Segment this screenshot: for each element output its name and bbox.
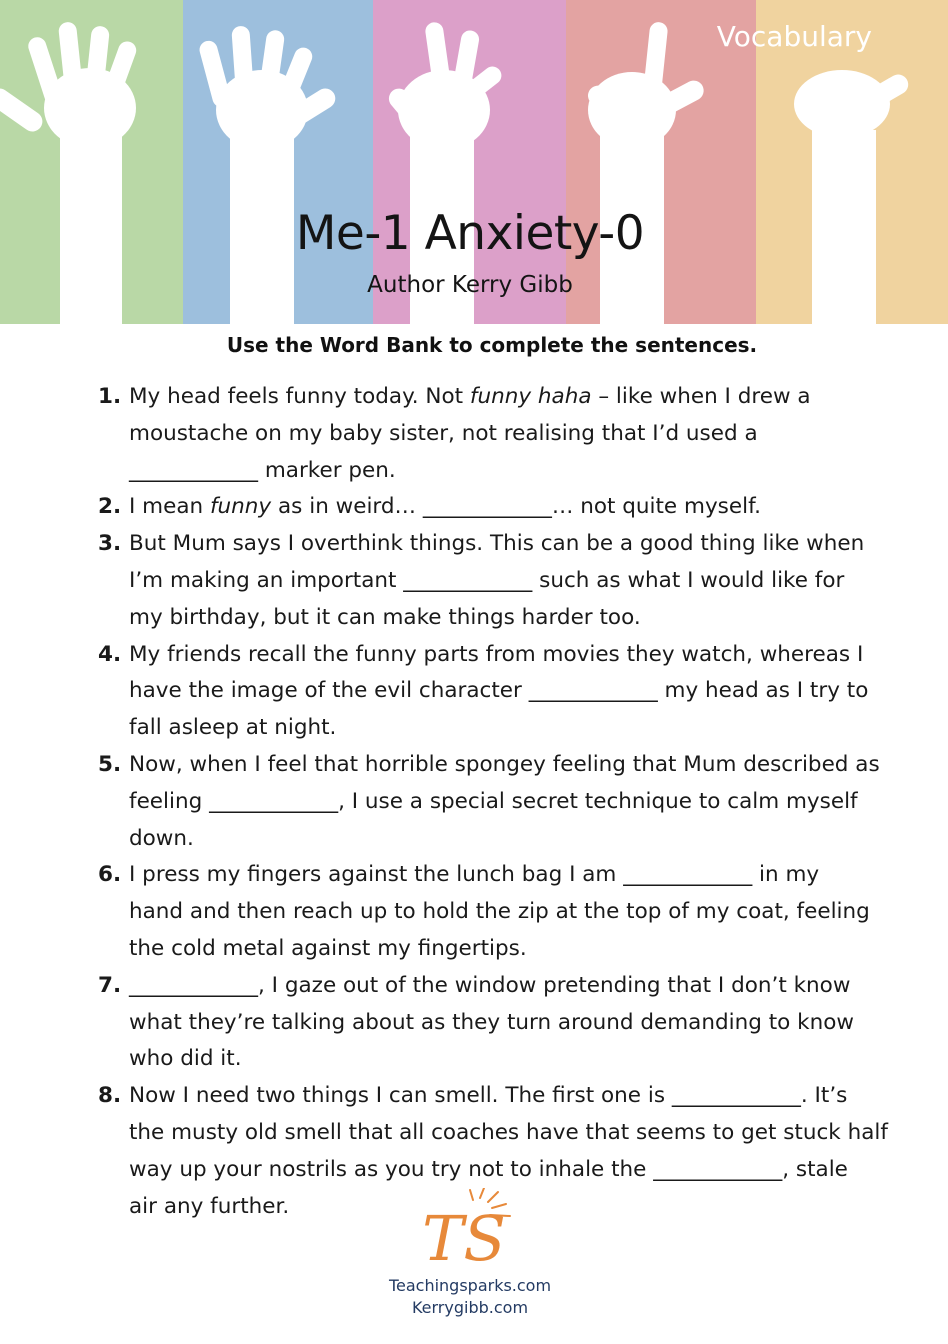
text-segment: my birthday, but it can make things harder too.	[129, 604, 641, 630]
logo-text: TS	[422, 1202, 506, 1270]
sentence-item	[98, 489, 888, 526]
text-segment: the musty old smell that all coaches have that seems to get stuck half	[129, 1119, 888, 1145]
text-segment: My head feels funny today. Not	[129, 384, 470, 409]
sentence-text	[129, 968, 888, 1078]
text-segment: ____________ marker pen.	[129, 457, 396, 483]
sentence-text	[129, 747, 888, 857]
text-segment: as in weird… ____________… not quite myself.	[271, 494, 761, 520]
text-segment: who did it.	[129, 1046, 242, 1072]
sentence-item	[98, 526, 888, 636]
footer-website-1[interactable]: Teachingsparks.com	[388, 1276, 552, 1295]
text-segment: Now I need two things I can smell. The first one is ____________. It’s	[129, 1083, 848, 1109]
teachingsparks-logo-icon	[418, 1188, 518, 1270]
text-segment: fall asleep at night.	[129, 715, 337, 741]
sentence-line	[129, 1152, 888, 1189]
sentence-line	[129, 894, 888, 931]
sentence-line	[129, 673, 888, 710]
sentence-text	[129, 637, 888, 747]
item-number: 1.	[98, 384, 122, 409]
sentence-line	[129, 821, 888, 858]
text-segment: down.	[129, 825, 194, 851]
sentence-item	[98, 857, 888, 967]
sentence-line	[129, 600, 888, 637]
text-segment: hand and then reach up to hold the zip at the top of my coat, feeling	[129, 899, 870, 925]
sentence-line	[129, 526, 888, 563]
item-number: 5.	[98, 751, 122, 777]
sentence-line	[129, 1005, 888, 1042]
category-tag: Vocabulary	[716, 20, 872, 53]
item-number: 2.	[98, 494, 122, 520]
text-segment: Now, when I feel that horrible spongey feeling that Mum described as	[129, 751, 880, 777]
sentence-line	[129, 1115, 888, 1152]
sentence-line	[129, 710, 888, 747]
text-segment: moustache on my baby sister, not realising that I’d used a	[129, 420, 758, 446]
item-number: 6.	[98, 862, 122, 888]
text-segment: way up your nostrils as you try not to inhale the ____________, stale	[129, 1156, 848, 1182]
text-segment: ____________, I gaze out of the window pretending that I don’t know	[129, 972, 851, 998]
sentence-line	[129, 968, 888, 1005]
text-segment: the cold metal against my fingertips.	[129, 935, 527, 961]
sentence-text	[129, 489, 888, 526]
text-segment: I’m making an important ____________ such as what I would like for	[129, 567, 845, 593]
emphasis-text: funny	[209, 494, 272, 520]
sentence-item	[98, 379, 888, 489]
sentence-item	[98, 637, 888, 747]
sentence-line	[129, 857, 888, 894]
footer-website-2[interactable]: Kerrygibb.com	[411, 1298, 529, 1317]
instruction-text: Use the Word Bank to complete the sentences.	[226, 333, 758, 357]
sentence-line	[129, 416, 888, 453]
sentence-item	[98, 968, 888, 1078]
item-number: 7.	[98, 972, 122, 998]
item-number: 8.	[98, 1083, 122, 1109]
sentence-line	[129, 637, 888, 674]
item-number: 4.	[98, 641, 122, 667]
text-segment: I press my fingers against the lunch bag I am ____________ in my	[129, 862, 820, 888]
sentence-line	[129, 489, 888, 526]
sentence-line	[129, 1041, 888, 1078]
sentence-text	[129, 526, 888, 636]
text-segment: have the image of the evil character ____________ my head as I try to	[129, 678, 869, 704]
text-segment: air any further.	[129, 1193, 290, 1219]
sentence-list	[98, 379, 888, 1225]
sentence-text	[129, 379, 888, 489]
sentence-line	[129, 453, 888, 490]
text-segment: feeling ____________, I use a special secret technique to calm myself	[129, 788, 858, 814]
header-banner	[0, 0, 948, 324]
sentence-line	[129, 379, 888, 416]
sentence-line	[129, 747, 888, 784]
emphasis-text: funny haha	[469, 384, 592, 409]
text-segment: what they’re talking about as they turn around demanding to know	[129, 1009, 854, 1035]
sentence-line	[129, 1078, 888, 1115]
item-number: 3.	[98, 531, 122, 557]
sentence-line	[129, 931, 888, 968]
text-segment: But Mum says I overthink things. This can be a good thing like when	[129, 531, 865, 557]
text-segment: My friends recall the funny parts from movies they watch, whereas I	[129, 641, 864, 667]
sentence-line	[129, 563, 888, 600]
sentence-line	[129, 784, 888, 821]
text-segment: I mean	[129, 494, 210, 520]
author-line: Author Kerry Gibb	[367, 272, 573, 298]
page-title: Me-1 Anxiety-0	[295, 206, 645, 261]
text-segment: – like when I drew a	[591, 384, 811, 409]
sentence-item	[98, 747, 888, 857]
sentence-text	[129, 857, 888, 967]
